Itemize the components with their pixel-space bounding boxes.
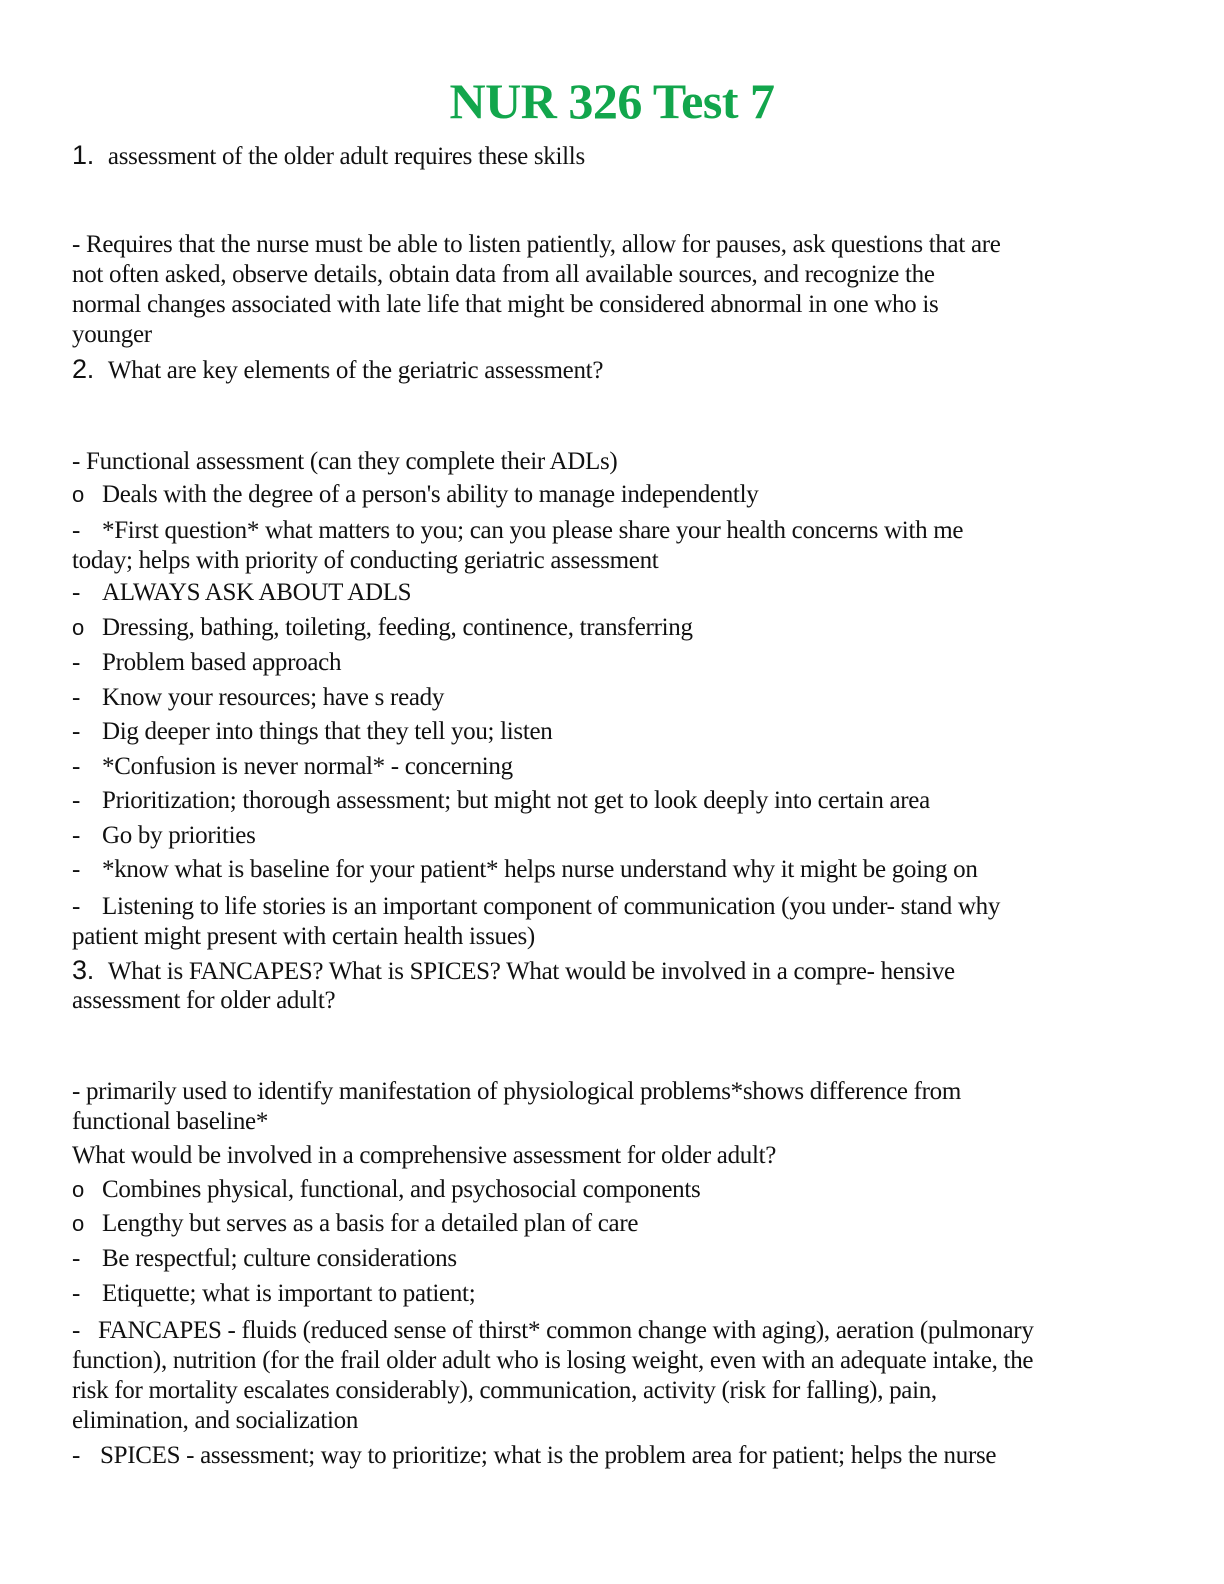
circle-bullet-icon: o [72,1177,84,1202]
dash-bullet-icon: - [72,753,81,780]
question-text: What are key elements of the geriatric assessment? [107,357,604,384]
answer-line: elimination, and socialization [72,1407,359,1434]
dash-bullet-icon: - [72,893,81,920]
answer-item: o Lengthy but serves as a basis for a detailed plan of care [72,1210,639,1237]
question-number: 2. [72,354,94,384]
answer-item: - Dig deeper into things that they tell you; listen [72,718,553,745]
answer-item: o Dressing, bathing, toileting, feeding, continence, transferring [72,614,693,641]
answer-line: functional baseline* [72,1108,269,1135]
dash-bullet-icon: - [72,1442,81,1469]
dash-bullet-icon: - [72,856,81,883]
question-3 [72,955,955,987]
answer-line: - primarily used to identify manifestation of physiological problems*shows difference from [72,1078,961,1105]
answer-item: - Go by priorities [72,822,256,849]
answer-line: function), nutrition (for the frail older adult who is losing weight, even with an adequate intake, the [72,1347,1034,1374]
answer-item: - Know your resources; have s ready [72,684,445,711]
dash-bullet-icon: - [72,1280,81,1307]
answer-item: - Be respectful; culture considerations [72,1245,457,1272]
answer-item: - *know what is baseline for your patient* helps nurse understand why it might be going on [72,856,978,883]
dash-bullet-icon: - [72,787,81,814]
question-text: What is FANCAPES? What is SPICES? What would be involved in a compre- hensive [107,958,955,985]
document-title: NUR 326 Test 7 [449,73,775,129]
answer-line: not often asked, observe details, obtain data from all available sources, and recognize the [72,261,935,288]
dash-bullet-icon: - [72,1317,81,1344]
answer-item: o Deals with the degree of a person's ability to manage independently [72,481,759,508]
circle-bullet-icon: o [72,615,84,640]
answer-item: - Etiquette; what is important to patient; [72,1280,476,1307]
dash-bullet-icon: - [72,649,81,676]
answer-line: risk for mortality escalates considerably), communication, activity (risk for falling), pain, [72,1377,937,1404]
answer-line: today; helps with priority of conducting geriatric assessment [72,547,659,574]
answer-item: - Listening to life stories is an important component of communication (you under- stand why [72,893,1001,920]
answer-line: - Requires that the nurse must be able to listen patiently, allow for pauses, ask questions that are [72,231,1001,258]
answer-line: patient might present with certain health issues) [72,923,535,950]
answer-item: - *Confusion is never normal* - concerning [72,753,513,780]
answer-item: - *First question* what matters to you; can you please share your health concerns with me [72,517,964,544]
answer-line: - Functional assessment (can they complete their ADLs) [72,448,618,475]
circle-bullet-icon: o [72,482,84,507]
question-text: assessment of the older adult requires these skills [107,143,585,170]
answer-item: - Problem based approach [72,649,342,676]
answer-item: o Combines physical, functional, and psychosocial components [72,1176,701,1203]
dash-bullet-icon: - [72,718,81,745]
answer-item: - Prioritization; thorough assessment; but might not get to look deeply into certain area [72,787,930,814]
question-number: 3. [72,955,94,985]
answer-item: - ALWAYS ASK ABOUT ADLS [72,579,412,606]
dash-bullet-icon: - [72,517,81,544]
dash-bullet-icon: - [72,684,81,711]
answer-line: What would be involved in a comprehensive assessment for older adult? [72,1142,777,1169]
dash-bullet-icon: - [72,822,81,849]
question-number: 1. [72,140,94,170]
dash-bullet-icon: - [72,579,81,606]
answer-item: - SPICES - assessment; way to prioritize; what is the problem area for patient; helps the nurse [72,1442,997,1469]
question-text-cont: assessment for older adult? [72,987,336,1014]
circle-bullet-icon: o [72,1211,84,1236]
question-1 [72,140,585,172]
answer-item: - FANCAPES - fluids (reduced sense of thirst* common change with aging), aeration (pulmonary [72,1317,1034,1344]
dash-bullet-icon: - [72,1245,81,1272]
question-2 [72,354,603,386]
answer-line: normal changes associated with late life that might be considered abnormal in one who is [72,291,939,318]
answer-line: younger [72,321,152,348]
